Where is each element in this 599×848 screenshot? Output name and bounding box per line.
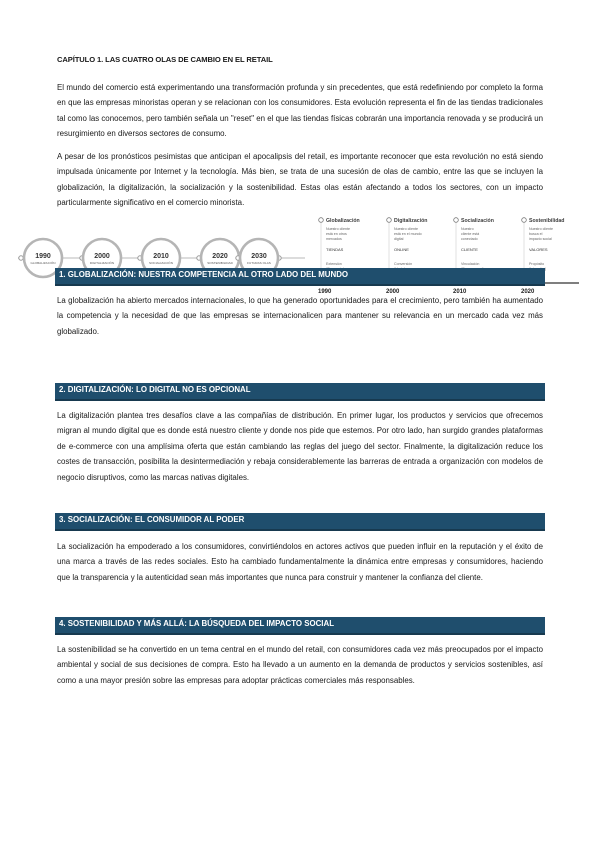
timeline-label: GLOBALIZACIÓN (30, 261, 56, 265)
section-heading-text: 1. GLOBALIZACIÓN: NUESTRA COMPETENCIA AL OTRO LADO DEL MUNDO (59, 270, 349, 279)
wave-title: Socialización (461, 218, 494, 224)
timeline-year: 2000 (94, 253, 110, 260)
timeline-label: SOSTENIBILIDAD (207, 261, 233, 265)
wave-title: Sostenibilidad (529, 218, 565, 224)
wave-year: 2020 (521, 289, 535, 295)
timeline-year: 1990 (35, 253, 51, 260)
wave-key: CLIENTE (461, 247, 478, 252)
wave-sub: Conversión (394, 262, 413, 266)
timeline-year: 2010 (153, 253, 169, 260)
section-heading-text: 4. SOSTENIBILIDAD Y MÁS ALLÁ: LA BÚSQUEDA DEL IMPACTO SOCIAL (59, 619, 335, 628)
section-text-sostenibilidad: La sostenibilidad se ha convertido en un tema central en el mundo del retail, con consumidores cada vez más preocupados por el impacto ambiental y social de sus decisiones de compra. Esto ha llevado a un aumento en la demanda de productos y servicios sostenibles, así como a una mayor presión sobre las empresas para adoptar prácticas comerciales más responsables. (57, 645, 543, 685)
section-heading-globalizacion (55, 268, 545, 286)
chapter-title: CAPÍTULO 1. LAS CUATRO OLAS DE CAMBIO EN EL RETAIL (57, 55, 273, 64)
section-text-globalizacion: La globalización ha abierto mercados internacionales, lo que ha generado oportunidades para el crecimiento, pero también ha aumentado la competencia y la necesidad de que las empresas se internacionalicen para mantener su relevancia en un mercado cada vez más globalizado. (57, 296, 543, 336)
wave-desc: digital (394, 237, 404, 241)
section-heading-digitalizacion (55, 383, 545, 401)
wave-year: 2010 (453, 289, 467, 295)
wave-desc: mercados (326, 237, 342, 241)
intro-paragraph-2: A pesar de los pronósticos pesimistas que anticipan el apocalipsis del retail, es importante reconocer que esta revolución no está siendo impulsada únicamente por Internet y la tecnología. Más bien, se trata de una sucesión de olas de cambio, entre las que se incluyen la globalización, la digitalización, la socialización y la sostenibilidad. Estas olas están afectando a todos los sectores, con un impacto particularmente significativo en el comercio minorista. (57, 152, 543, 208)
wave-key: TIENDAS (326, 247, 344, 252)
wave-desc: conectado (461, 237, 478, 241)
wave-desc: Nuestro cliente (394, 227, 418, 231)
wave-desc: Nuestro cliente (326, 227, 350, 231)
wave-sub: Propósito (529, 262, 545, 266)
wave-sub: Extensión (326, 262, 342, 266)
wave-sub: Vinculación (461, 262, 480, 266)
section-heading-sostenibilidad (55, 617, 545, 635)
intro-paragraph-1: El mundo del comercio está experimentando una transformación profunda y sin precedentes, que está redefiniendo por completo la forma en que las empresas minoristas operan y se relacionan con los consumidores. Esta evolución representa el fin de las tiendas tradicionales tal como las conocemos, pero también señala un "reset" en el que las tiendas físicas cobrarán una importancia renovada y se producirá un resurgimiento en diversos sectores de consumo. (57, 83, 543, 139)
wave-desc: cliente está (461, 232, 480, 236)
timeline-label: SOCIALIZACIÓN (149, 261, 173, 265)
section-heading-text: 3. SOCIALIZACIÓN: EL CONSUMIDOR AL PODER (59, 515, 245, 524)
timeline-year: 2030 (251, 253, 267, 260)
section-text-socializacion: La socialización ha empoderado a los consumidores, convirtiéndolos en actores activos que pueden influir en la reputación y el éxito de una marca a través de las redes sociales. Esto ha cambiado fundamentalmente la dinámica entre empresas y consumidores, haciendo que la transparencia y la autenticidad sean más importantes que nunca para construir y mantener la confianza del cliente. (57, 542, 543, 582)
section-text-digitalizacion: La digitalización plantea tres desafíos clave a las compañías de distribución. En primer lugar, los productos y servicios que ofrecemos migran al mundo digital que es donde está nuestro cliente y donde nos pide que estemos. Por otro lado, han surgido grandes plataformas de e-commerce con una amplísima oferta que están cambiando las reglas del juego del sector. Finalmente, la digitalización reduce los costes de transacción, posibilita la desintermediación y rebaja considerablemente las barreras de entrada a organización con modelos de negocio disruptivos, como las marcas nativas digitales. (57, 411, 543, 482)
timeline-label: FUTURAS OLAS (247, 261, 271, 265)
section-heading-text: 2. DIGITALIZACIÓN: LO DIGITAL NO ES OPCIONAL (59, 385, 251, 394)
wave-title: Digitalización (394, 218, 428, 224)
wave-year: 2000 (386, 289, 400, 295)
timeline-label: DIGITALIZACIÓN (89, 261, 115, 265)
wave-desc: está en otros (326, 232, 347, 236)
wave-desc: busca el (529, 232, 543, 236)
timeline-year: 2020 (212, 253, 228, 260)
wave-desc: está en el mundo (394, 232, 422, 236)
wave-year: 1990 (318, 289, 332, 295)
section-heading-socializacion (55, 513, 545, 531)
wave-desc: Nuestro cliente (529, 227, 553, 231)
wave-key: ONLINE (394, 247, 409, 252)
wave-desc: Nuestro (461, 227, 474, 231)
wave-desc: impacto social (529, 237, 552, 241)
wave-key: VALORES (529, 247, 548, 252)
wave-title: Globalización (326, 218, 360, 224)
